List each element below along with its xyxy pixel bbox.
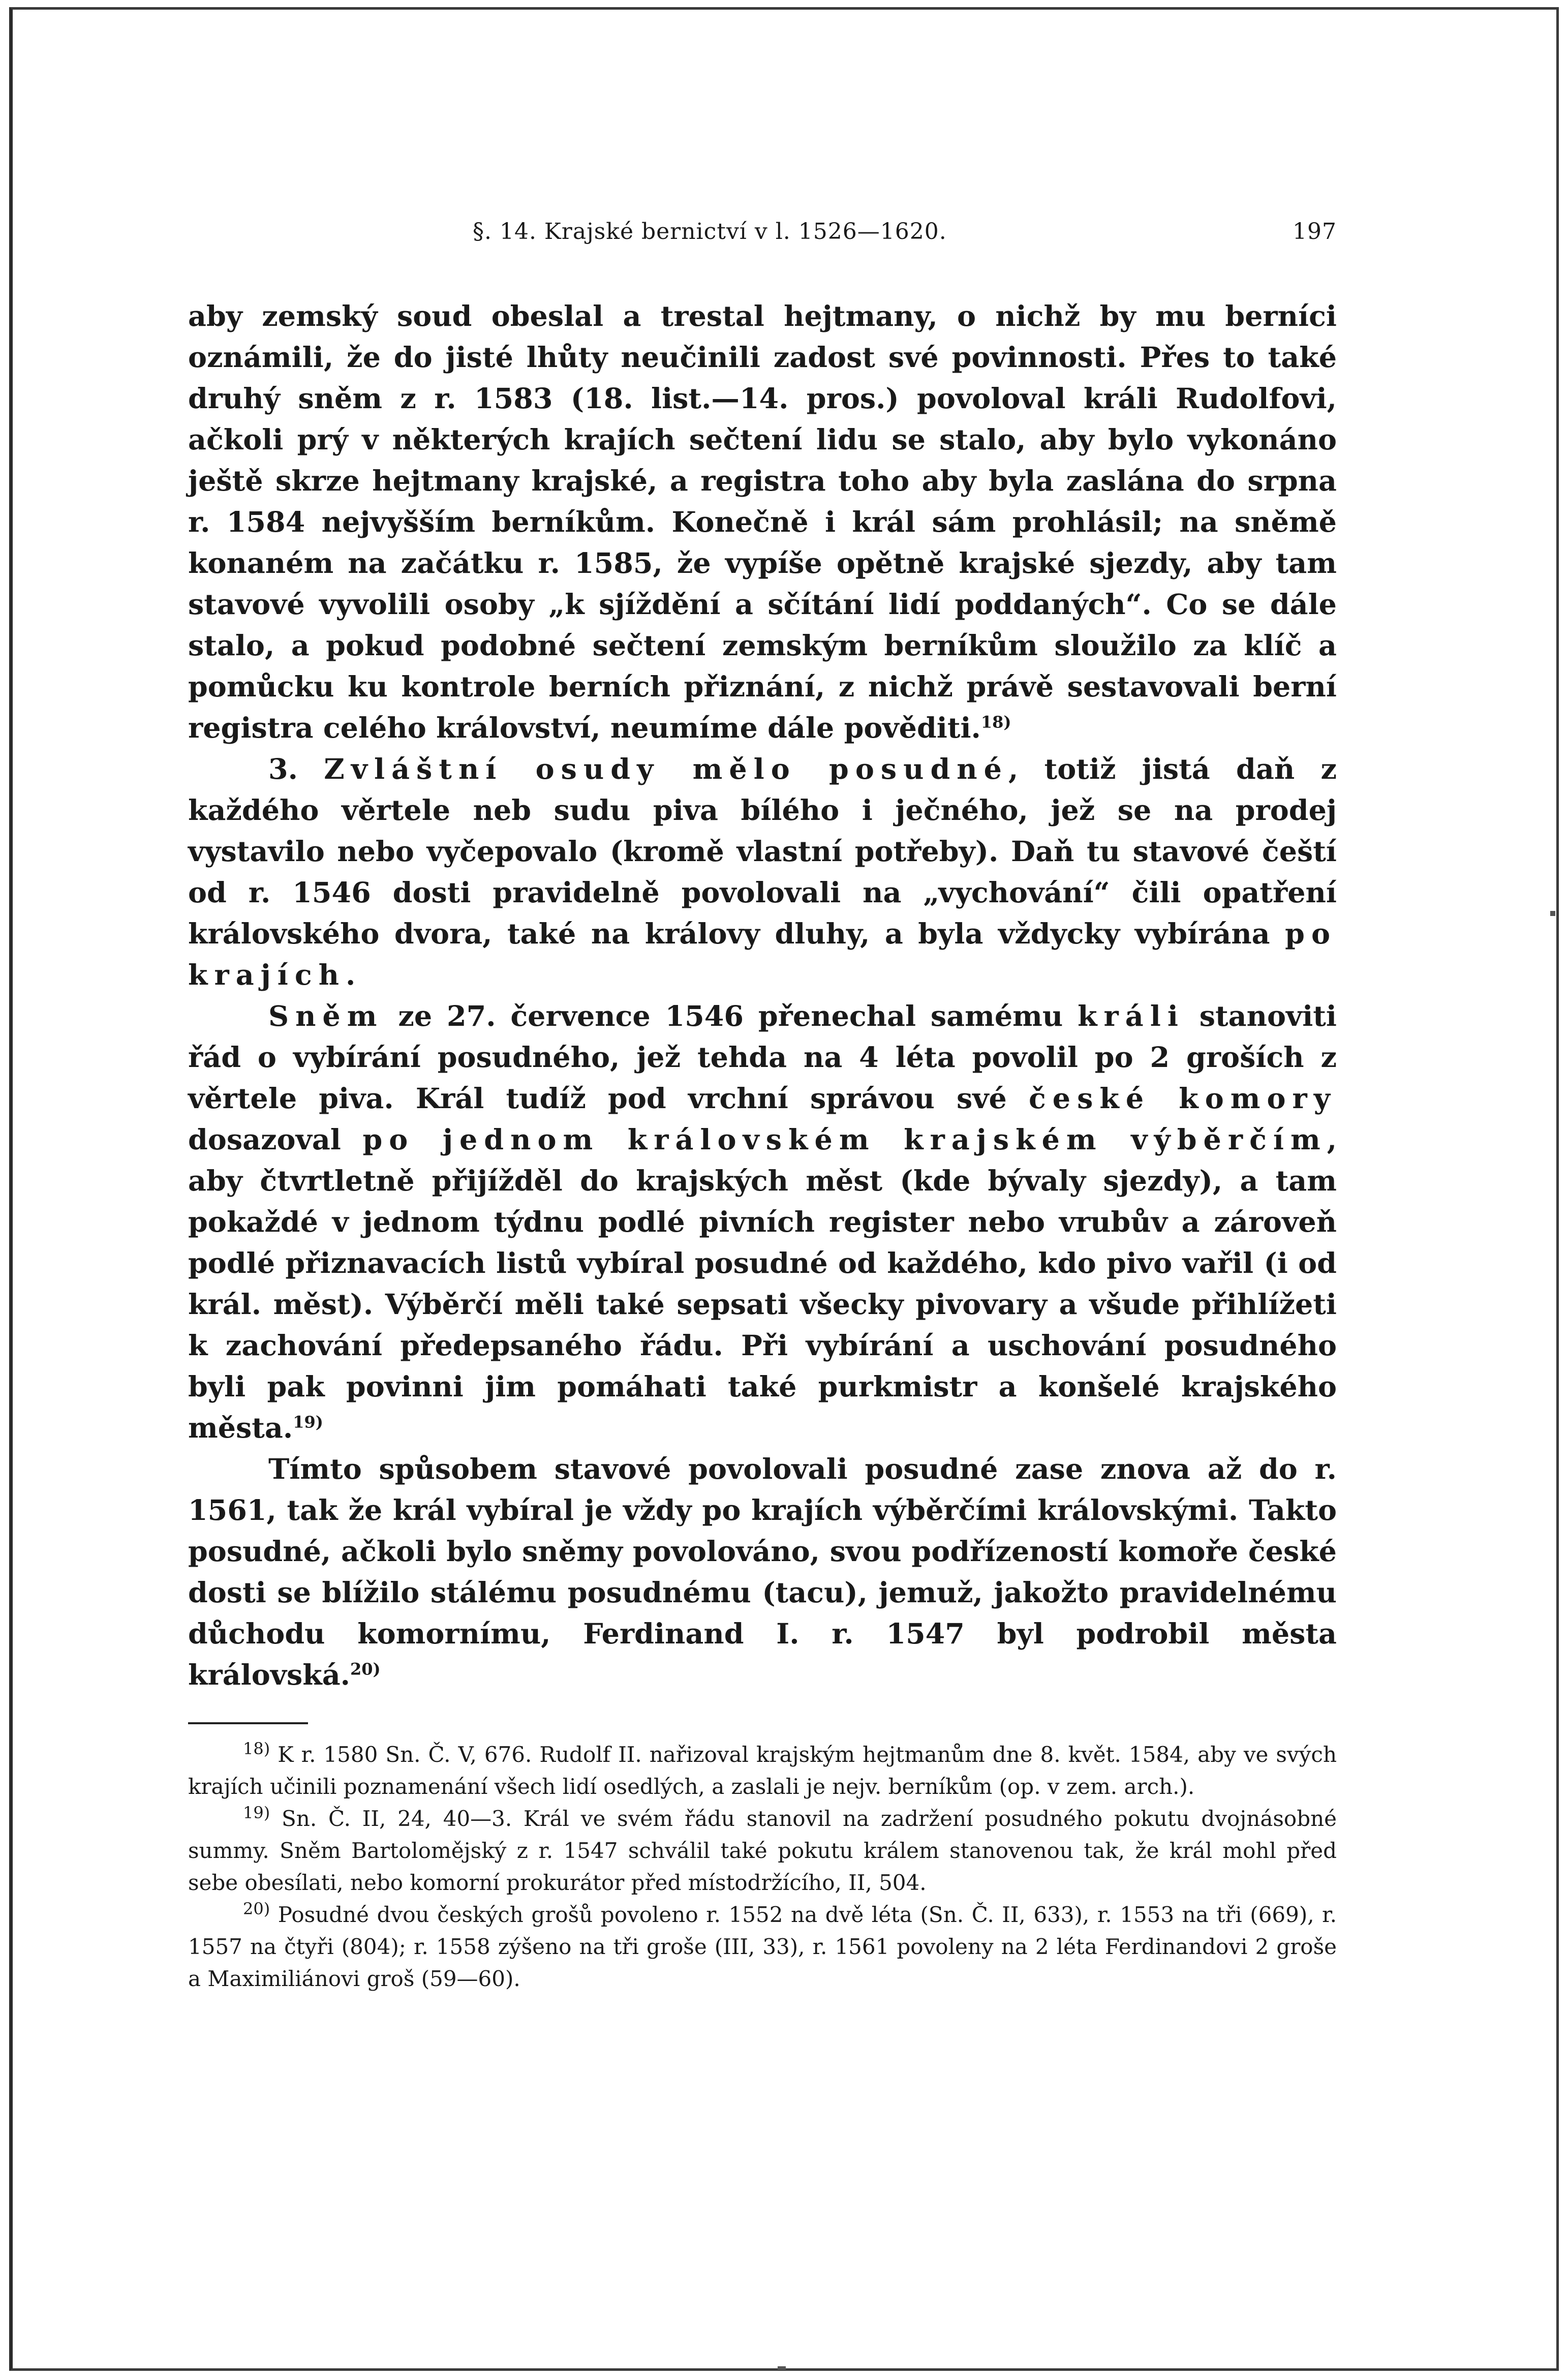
paragraph-1-text: aby zemský soud obeslal a trestal hejtmany, o nichž by mu berníci oznámili, že do jisté lhůty neučinili zadost své povinnosti. Přes to také druhý sněm z r. 1583 (18. list.—14. pros.) povoloval králi Rudolfovi, ačkoli prý v některých krajích sečtení lidu se stalo, aby bylo vykonáno ještě skrze hejtmany krajské, a registra toho aby byla zaslána do srpna r. 1584 nejvyšším berníkům. Konečně i král sám prohlásil; na sněmě konaném na začátku r. 1585, že vypíše opětně krajské sjezdy, aby tam stavové vyvolili osoby „k sjíždění a sčítání lidí poddaných“. Co se dále stalo, a pokud podobné sečtení zemským berníkům sloužilo za klíč a pomůcku ku kontrole berních přiznání, z nichž právě sestavovali berní registra celého království, neumíme dále pověditi. [188, 300, 1337, 745]
footnote-ref-19: 19) [293, 1412, 323, 1432]
paragraph-3 [188, 996, 1337, 1449]
footnote-text: Posudné dvou českých grošů povoleno r. 1552 na dvě léta (Sn. Č. II, 633), r. 1553 na tři (669), r. 1557 na čtyři (804); r. 1558 zýšeno na tři groše (III, 33), r. 1561 povoleny na 2 léta Ferdinandovi 2 groše a Maximiliánovi groš (59—60). [188, 1902, 1337, 1991]
page-content [188, 219, 1337, 1995]
scan-speck [778, 2366, 786, 2370]
paragraph-3-text: ze 27. července 1546 přenechal samému [398, 1000, 1063, 1033]
paragraph-4 [188, 1449, 1337, 1696]
emphasis-spaced: Sněm [268, 1000, 384, 1033]
paragraph-3-text: dosazoval [188, 1123, 341, 1156]
paragraph-3-text: , aby čtvrtletně přijížděl do krajských měst (kde bývaly sjezdy), a tam pokaždé v jednom týdnu podlé pivních register nebo vrubův a zároveň podlé přiznavacích listů vybíral posudné od každého, kdo pivo vařil (i od král. měst). Výběrčí měli také sepsati všecky pivovary a všude přihlížeti k zachování předepsaného řádu. Při vybírání a uschování posudného byli pak povinni jim pomáhati také purkmistr a konšelé krajského města. [188, 1123, 1337, 1445]
emphasis-spaced: po krajích [188, 918, 1337, 992]
section-number: 3. [268, 753, 298, 786]
footnote-19 [188, 1803, 1337, 1899]
emphasis-spaced: české komory [1029, 1082, 1337, 1115]
paragraph-4-text: Tímto spůsobem stavové povolovali posudné zase znova až do r. 1561, tak že král vybíral je vždy po krajích výběrčími královskými. Takto posudné, ačkoli bylo sněmy povolováno, svou podřízeností komoře české dosti se blížilo stálému posudnému (tacu), jemuž, jakožto pravidelnému důchodu komornímu, Ferdinand I. r. 1547 byl podrobil města královská. [188, 1453, 1337, 1692]
paragraph-2-end: . [345, 959, 356, 992]
page-number: 197 [1293, 219, 1337, 245]
footnote-ref-18: 18) [980, 712, 1011, 732]
footnote-marker: 20) [243, 1899, 270, 1918]
paragraph-2-text: , totiž jistá daň z každého věrtele neb sudu piva bílého i ječného, jež se na prodej vystavilo nebo vyčepovalo (kromě vlastní potřeby). Daň tu stavové čeští od r. 1546 dosti pravidelně povolovali na „vychování“ čili opatření královského dvora, také na královy dluhy, a byla vždycky vybírána [188, 753, 1337, 951]
emphasis-spaced: po jednom královském krajském výběrčím [362, 1123, 1327, 1156]
footnote-text: Sn. Č. II, 24, 40—3. Král ve svém řádu stanovil na zadržení posudného pokutu dvojnásobné summy. Sněm Bartolomějský z r. 1547 schválil také pokutu králem stanovenou tak, že král mohl před sebe obesílati, nebo komorní prokurátor před místodržícího, II, 504. [188, 1806, 1337, 1895]
paragraph-1 [188, 296, 1337, 749]
running-title: §. 14. Krajské bernictví v l. 1526—1620. [473, 219, 947, 245]
footnote-marker: 18) [243, 1739, 270, 1758]
scan-speck [1550, 911, 1555, 916]
footnote-ref-20: 20) [350, 1659, 381, 1679]
emphasis-spaced: králi [1078, 1000, 1185, 1033]
emphasis-spaced: Zvláštní osudy mělo posudné [324, 753, 1008, 786]
paragraph-3-text: stanoviti řád o vybírání posudného, jež tehda na 4 léta povolil po 2 groších z věrtele piva. Král tudíž pod vrchní správou své [188, 1000, 1337, 1115]
footnote-rule [188, 1722, 308, 1724]
main-text [188, 296, 1337, 1696]
footnote-text: K r. 1580 Sn. Č. V, 676. Rudolf II. nařizoval krajským hejtmanům dne 8. květ. 1584, aby ve svých krajích učinili poznamenání všech lidí osedlých, a zaslali je nejv. berníkům (op. v zem. arch.). [188, 1742, 1337, 1799]
footnote-18 [188, 1738, 1337, 1803]
footnote-marker: 19) [243, 1803, 270, 1822]
footnotes [188, 1738, 1337, 1995]
running-head [188, 219, 1337, 259]
footnote-20 [188, 1899, 1337, 1995]
paragraph-2 [188, 749, 1337, 996]
